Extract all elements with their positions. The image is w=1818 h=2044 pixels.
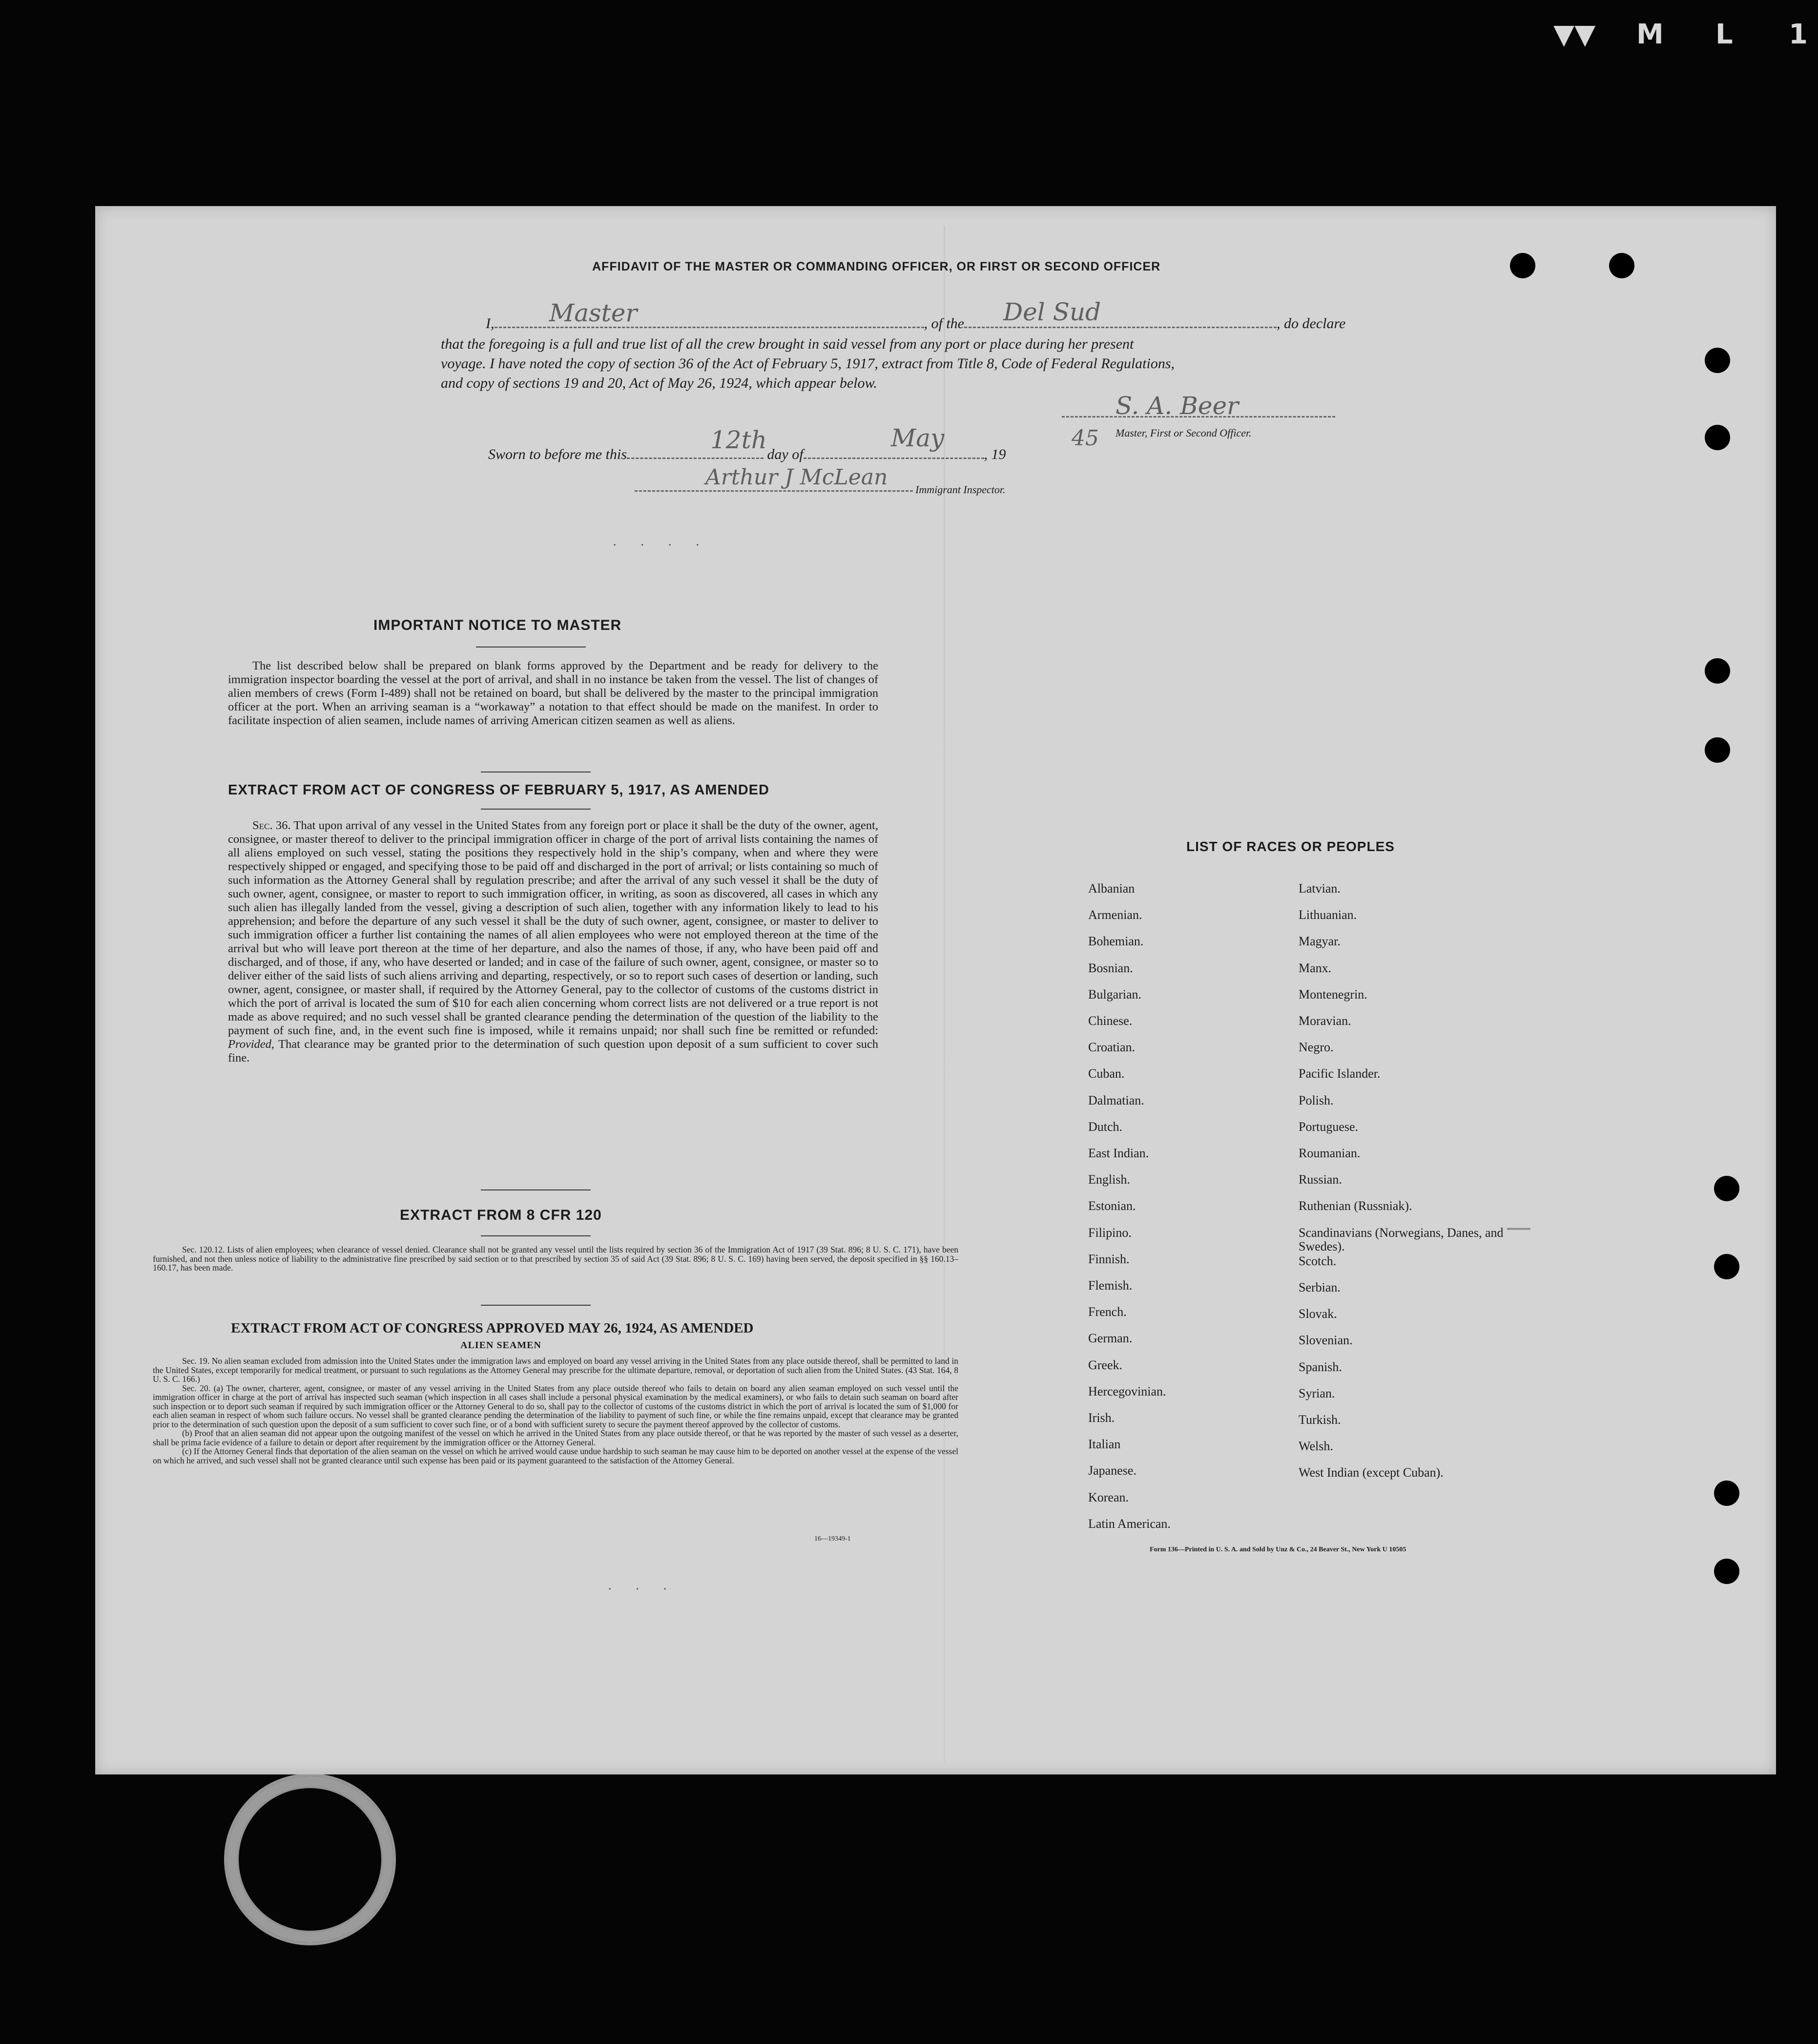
month-blank bbox=[804, 458, 984, 459]
inspector-label: Immigrant Inspector. bbox=[915, 483, 1006, 496]
divider bbox=[481, 1189, 591, 1190]
inspector-signature-line bbox=[635, 490, 913, 492]
race-item: Russian. bbox=[1299, 1172, 1342, 1187]
race-item: Japanese. bbox=[1088, 1463, 1136, 1478]
race-item: Scotch. bbox=[1299, 1253, 1337, 1268]
race-item: Dutch. bbox=[1088, 1119, 1123, 1134]
handwritten-year: 45 bbox=[1072, 426, 1099, 451]
master-label: Master, First or Second Officer. bbox=[1116, 427, 1252, 439]
film-mark-l: L bbox=[1715, 19, 1733, 50]
race-item: Portuguese. bbox=[1299, 1119, 1359, 1134]
race-item: Serbian. bbox=[1299, 1280, 1341, 1294]
i-label: I, bbox=[486, 315, 495, 332]
film-mark-triangles: ▼▼ bbox=[1553, 19, 1596, 50]
handwritten-day: 12th bbox=[710, 426, 767, 454]
race-item: Latin American. bbox=[1088, 1516, 1171, 1531]
sec36-text-end: That clearance may be granted prior to the determination of such question upon deposit of a sum sufficient to cover such fine. bbox=[228, 1038, 878, 1064]
day-blank bbox=[627, 458, 764, 459]
day-of-label: day of bbox=[767, 446, 804, 462]
sec20a-text: Sec. 20. (a) The owner, charterer, agent, consignee, or master of any vessel arriving in the United States from any place outside thereof who fails to detain on board any alien seaman employed on such vessel until the immigration officer in charge at the port of arrival has inspected such seaman (which inspection in all cases shall include a personal physical examination by the medical examiners), or who fails to detain such seaman on board after such inspection or to deport such seaman if required by such immigration officer or the Attorney General to do so, shall pay to the collector of customs of the customs district in which the port of arrival is located the sum of $1,000 for each alien seaman in respect of whom such failure occurs. No vessel shall be granted clearance pending the determination of the liability to payment of such fine, or while the fine remains unpaid, except that clearance may be granted prior to the determination of such question upon the deposit of a sum sufficient to cover such fine, or of a bond with sufficient surety to secure the payment thereof approved by the collector of customs. bbox=[153, 1383, 958, 1429]
printer-footer: Form 136—Printed in U. S. A. and Sold by Unz & Co., 24 Beaver St., New York U 10505 bbox=[1150, 1546, 1406, 1553]
alien-seamen-subheading: ALIEN SEAMEN bbox=[460, 1340, 541, 1351]
punch-hole bbox=[1705, 348, 1730, 373]
race-item: French. bbox=[1088, 1305, 1127, 1319]
race-item: Irish. bbox=[1088, 1411, 1115, 1425]
race-item: Flemish. bbox=[1088, 1278, 1133, 1293]
sec20c-text: (c) If the Attorney General finds that deportation of the alien seaman on the vessel on which he arrived would cause undue hardship to such seaman he may cause him to be deported on another vessel at the expense of the vessel on which he arrived, and such vessel shall not be granted clearance until such expense has been paid or its payment guaranteed to the satisfaction of the Attorney General. bbox=[153, 1446, 958, 1465]
race-item: German. bbox=[1088, 1331, 1133, 1346]
race-item: Polish. bbox=[1299, 1093, 1334, 1107]
extract-1917-heading: EXTRACT FROM ACT OF CONGRESS OF FEBRUARY 5, 1917, AS AMENDED bbox=[228, 782, 769, 798]
race-item: Greek. bbox=[1088, 1357, 1123, 1372]
affidavit-line-2: that the foregoing is a full and true list of all the crew brought in said vessel from any port or place during her present bbox=[441, 336, 1134, 352]
scan-specks: · · · bbox=[608, 1582, 677, 1597]
do-declare-label: , do declare bbox=[1277, 315, 1346, 332]
handwritten-vessel: Del Sud bbox=[1003, 298, 1101, 326]
race-item: Chinese. bbox=[1088, 1014, 1133, 1028]
race-item: Lithuanian. bbox=[1299, 908, 1357, 922]
form-number: 16—19349-1 bbox=[814, 1535, 851, 1543]
race-item: Slovenian. bbox=[1299, 1333, 1353, 1348]
punch-hole bbox=[1705, 425, 1730, 450]
sec20b-text: (b) Proof that an alien seaman did not appear upon the outgoing manifest of the vessel on which he arrived in the United States from any place outside thereof, or that he was reported by the master of such vessel as a deserter, shall be prima facie evidence of a failure to detain or deport after requirement by the immigration officer or the Attorney General. bbox=[153, 1428, 958, 1447]
extract-1917-body bbox=[228, 819, 878, 1065]
race-item: Pacific Islander. bbox=[1299, 1066, 1381, 1081]
race-item: Ruthenian (Russniak). bbox=[1299, 1199, 1412, 1213]
extract-1924-heading: EXTRACT FROM ACT OF CONGRESS APPROVED MAY 26, 1924, AS AMENDED bbox=[231, 1320, 754, 1336]
sec36-label: Sec. 36. bbox=[252, 819, 291, 832]
document-sheet bbox=[95, 206, 1776, 1774]
master-signature: S. A. Beer bbox=[1116, 392, 1239, 420]
race-item: Finnish. bbox=[1088, 1251, 1130, 1266]
race-item: East Indian. bbox=[1088, 1146, 1149, 1160]
notice-heading: IMPORTANT NOTICE TO MASTER bbox=[373, 617, 622, 633]
punch-hole bbox=[1714, 1559, 1739, 1584]
race-item: Italian bbox=[1088, 1437, 1121, 1452]
scan-specks: · · · · bbox=[613, 538, 709, 553]
race-item: Welsh. bbox=[1299, 1439, 1333, 1454]
extract-1924-body bbox=[153, 1356, 958, 1465]
divider bbox=[481, 1235, 591, 1236]
race-item: Estonian. bbox=[1088, 1199, 1136, 1213]
punch-hole bbox=[1510, 253, 1535, 278]
handwritten-month: May bbox=[891, 424, 945, 452]
race-item: Dalmatian. bbox=[1088, 1093, 1144, 1107]
affidavit-line-3: voyage. I have noted the copy of section 36 of the Act of February 5, 1917, extract from Title 8, Code of Federal Regulations, bbox=[441, 355, 1175, 372]
embossed-seal bbox=[224, 1773, 396, 1945]
punch-hole bbox=[1714, 1254, 1739, 1279]
race-item: Bosnian. bbox=[1088, 960, 1133, 975]
race-item: Filipino. bbox=[1088, 1225, 1132, 1240]
race-item: Roumanian. bbox=[1299, 1146, 1361, 1160]
race-item: Hercegovinian. bbox=[1088, 1384, 1166, 1398]
race-item: Albanian bbox=[1088, 881, 1135, 896]
race-item: English. bbox=[1088, 1172, 1130, 1187]
sworn-label: Sworn to before me this bbox=[488, 446, 627, 462]
race-item: Magyar. bbox=[1299, 934, 1341, 949]
race-item: Turkish. bbox=[1299, 1413, 1341, 1427]
race-item: Cuban. bbox=[1088, 1066, 1125, 1081]
punch-hole bbox=[1714, 1481, 1739, 1506]
cfr-body bbox=[153, 1245, 958, 1272]
race-item: Negro. bbox=[1299, 1040, 1334, 1055]
divider bbox=[481, 809, 591, 810]
race-item: Syrian. bbox=[1299, 1386, 1335, 1400]
race-item: Manx. bbox=[1299, 960, 1332, 975]
race-item: Armenian. bbox=[1088, 908, 1142, 922]
faint-stamp: ▬▬▬▬▬ bbox=[1507, 1224, 1531, 1232]
film-mark-m: M bbox=[1636, 19, 1664, 50]
race-item: Latvian. bbox=[1299, 881, 1341, 896]
race-item: Croatian. bbox=[1088, 1040, 1136, 1055]
punch-hole bbox=[1705, 658, 1730, 684]
race-item: Scandinavians (Norwegians, Danes, and Swedes). bbox=[1299, 1225, 1504, 1253]
inspector-signature: Arthur J McLean bbox=[705, 465, 888, 490]
punch-hole bbox=[1609, 253, 1634, 278]
vessel-blank bbox=[964, 327, 1277, 328]
cfr-text: Sec. 120.12. Lists of alien employees; when clearance of vessel denied. Clearance shall not be granted any vessel until the lists required by section 36 of the Immigration Act of 1917 (39 Stat. 896; 8 U. S. C. 171), have been furnished, and not then unless notice of liability to the administrative fine prescribed by said section or to that prescribed by section 35 of said Act (39 Stat. 896; 8 U. S. C. 169) having been served, the deposit specified in §§ 160.13–160.17, has been made. bbox=[153, 1245, 958, 1272]
race-item: Korean. bbox=[1088, 1490, 1129, 1504]
race-item: Spanish. bbox=[1299, 1359, 1342, 1374]
affidavit-heading: AFFIDAVIT OF THE MASTER OR COMMANDING OFFICER, OR FIRST OR SECOND OFFICER bbox=[592, 260, 1161, 273]
notice-body bbox=[228, 659, 878, 728]
film-mark-1: 1 bbox=[1789, 19, 1808, 50]
race-item: Montenegrin. bbox=[1299, 987, 1367, 1001]
handwritten-rank: Master bbox=[549, 299, 638, 327]
race-item: Slovak. bbox=[1299, 1307, 1337, 1321]
provided-word: Provided, bbox=[228, 1038, 275, 1051]
races-heading: LIST OF RACES OR PEOPLES bbox=[1186, 839, 1395, 854]
race-item: Moravian. bbox=[1299, 1014, 1351, 1028]
cfr-heading: EXTRACT FROM 8 CFR 120 bbox=[400, 1207, 602, 1223]
year-prefix: , 19 bbox=[984, 446, 1006, 462]
punch-hole bbox=[1705, 737, 1730, 763]
race-item: West Indian (except Cuban). bbox=[1299, 1465, 1444, 1480]
notice-text: The list described below shall be prepared on blank forms approved by the Department and be ready for delivery to the immigration inspector boarding the vessel at the port of arrival, and shall in no instance be taken from the vessel. The list of changes of alien members of crews (Form I-489) shall not be retained on board, but shall be delivered by the master to the principal immigration officer at the port. When an arriving seaman is a “workaway” a notation to that effect should be made on the manifest. In order to facilitate inspection of alien seamen, include names of arriving American citizen seamen as well as aliens. bbox=[228, 659, 878, 727]
race-item: Bulgarian. bbox=[1088, 987, 1142, 1001]
sec19-text: Sec. 19. No alien seaman excluded from admission into the United States under the immigration laws and employed on board any vessel arriving in the United States from any place outside thereof, shall be permitted to land in the United States, except temporarily for medical treatment, or pursuant to such regulations as the Attorney General may prescribe for the ultimate departure, removal, or deportation of such alien from the United States. (43 Stat. 164, 8 U. S. C. 166.) bbox=[153, 1356, 958, 1384]
of-the-label: , of the bbox=[924, 315, 964, 332]
sec36-text: That upon arrival of any vessel in the United States from any foreign port or place it shall be the duty of the owner, agent, consignee, or master thereof to deliver to the principal immigration officer in charge of the port of arrival lists containing the names of all aliens employed on such vessel, stating the positions they respectively hold in the ship’s company, when and where they were respectively shipped or engaged, and specifying those to be paid off and discharged in the port of arrival; or lists containing so much of such information as the Attorney General shall by regulation prescribe; and after the arrival of any such vessel it shall be the duty of such owner, agent, consignee, or master to report to such immigration officer, in writing, as soon as discovered, all cases in which any such alien has illegally landed from the vessel, giving a description of such alien, together with any information likely to lead to his apprehension; and before the departure of any such vessel it shall be the duty of such owner, agent, consignee, or master to deliver to such immigration officer a further list containing the names of all alien employees who were not employed thereon at the time of the arrival but who will leave port thereon at the time of her departure, and also the names of those, if any, who have been paid off and discharged, and of those, if any, who have deserted or landed; and in case of the failure of such owner, agent, consignee, or master so to deliver either of the said lists of such aliens arriving and departing, respectively, or so to report such cases of desertion or landing, such owner, agent, consignee, or master shall, if required by the Attorney General, pay to the collector of customs of the customs district in which the port of arrival is located the sum of $10 for each alien concerning whom correct lists are not delivered or a true report is not made as above required; and no such vessel shall be granted clearance pending the determination of the question of the liability to the payment of such fine, and, in the event such fine is imposed, while it remains unpaid; nor shall such fine be remitted or refunded: bbox=[228, 819, 878, 1037]
punch-hole bbox=[1714, 1176, 1739, 1201]
divider bbox=[481, 1305, 591, 1306]
race-item: Bohemian. bbox=[1088, 934, 1144, 949]
affidavit-line-4: and copy of sections 19 and 20, Act of May 26, 1924, which appear below. bbox=[441, 375, 877, 391]
